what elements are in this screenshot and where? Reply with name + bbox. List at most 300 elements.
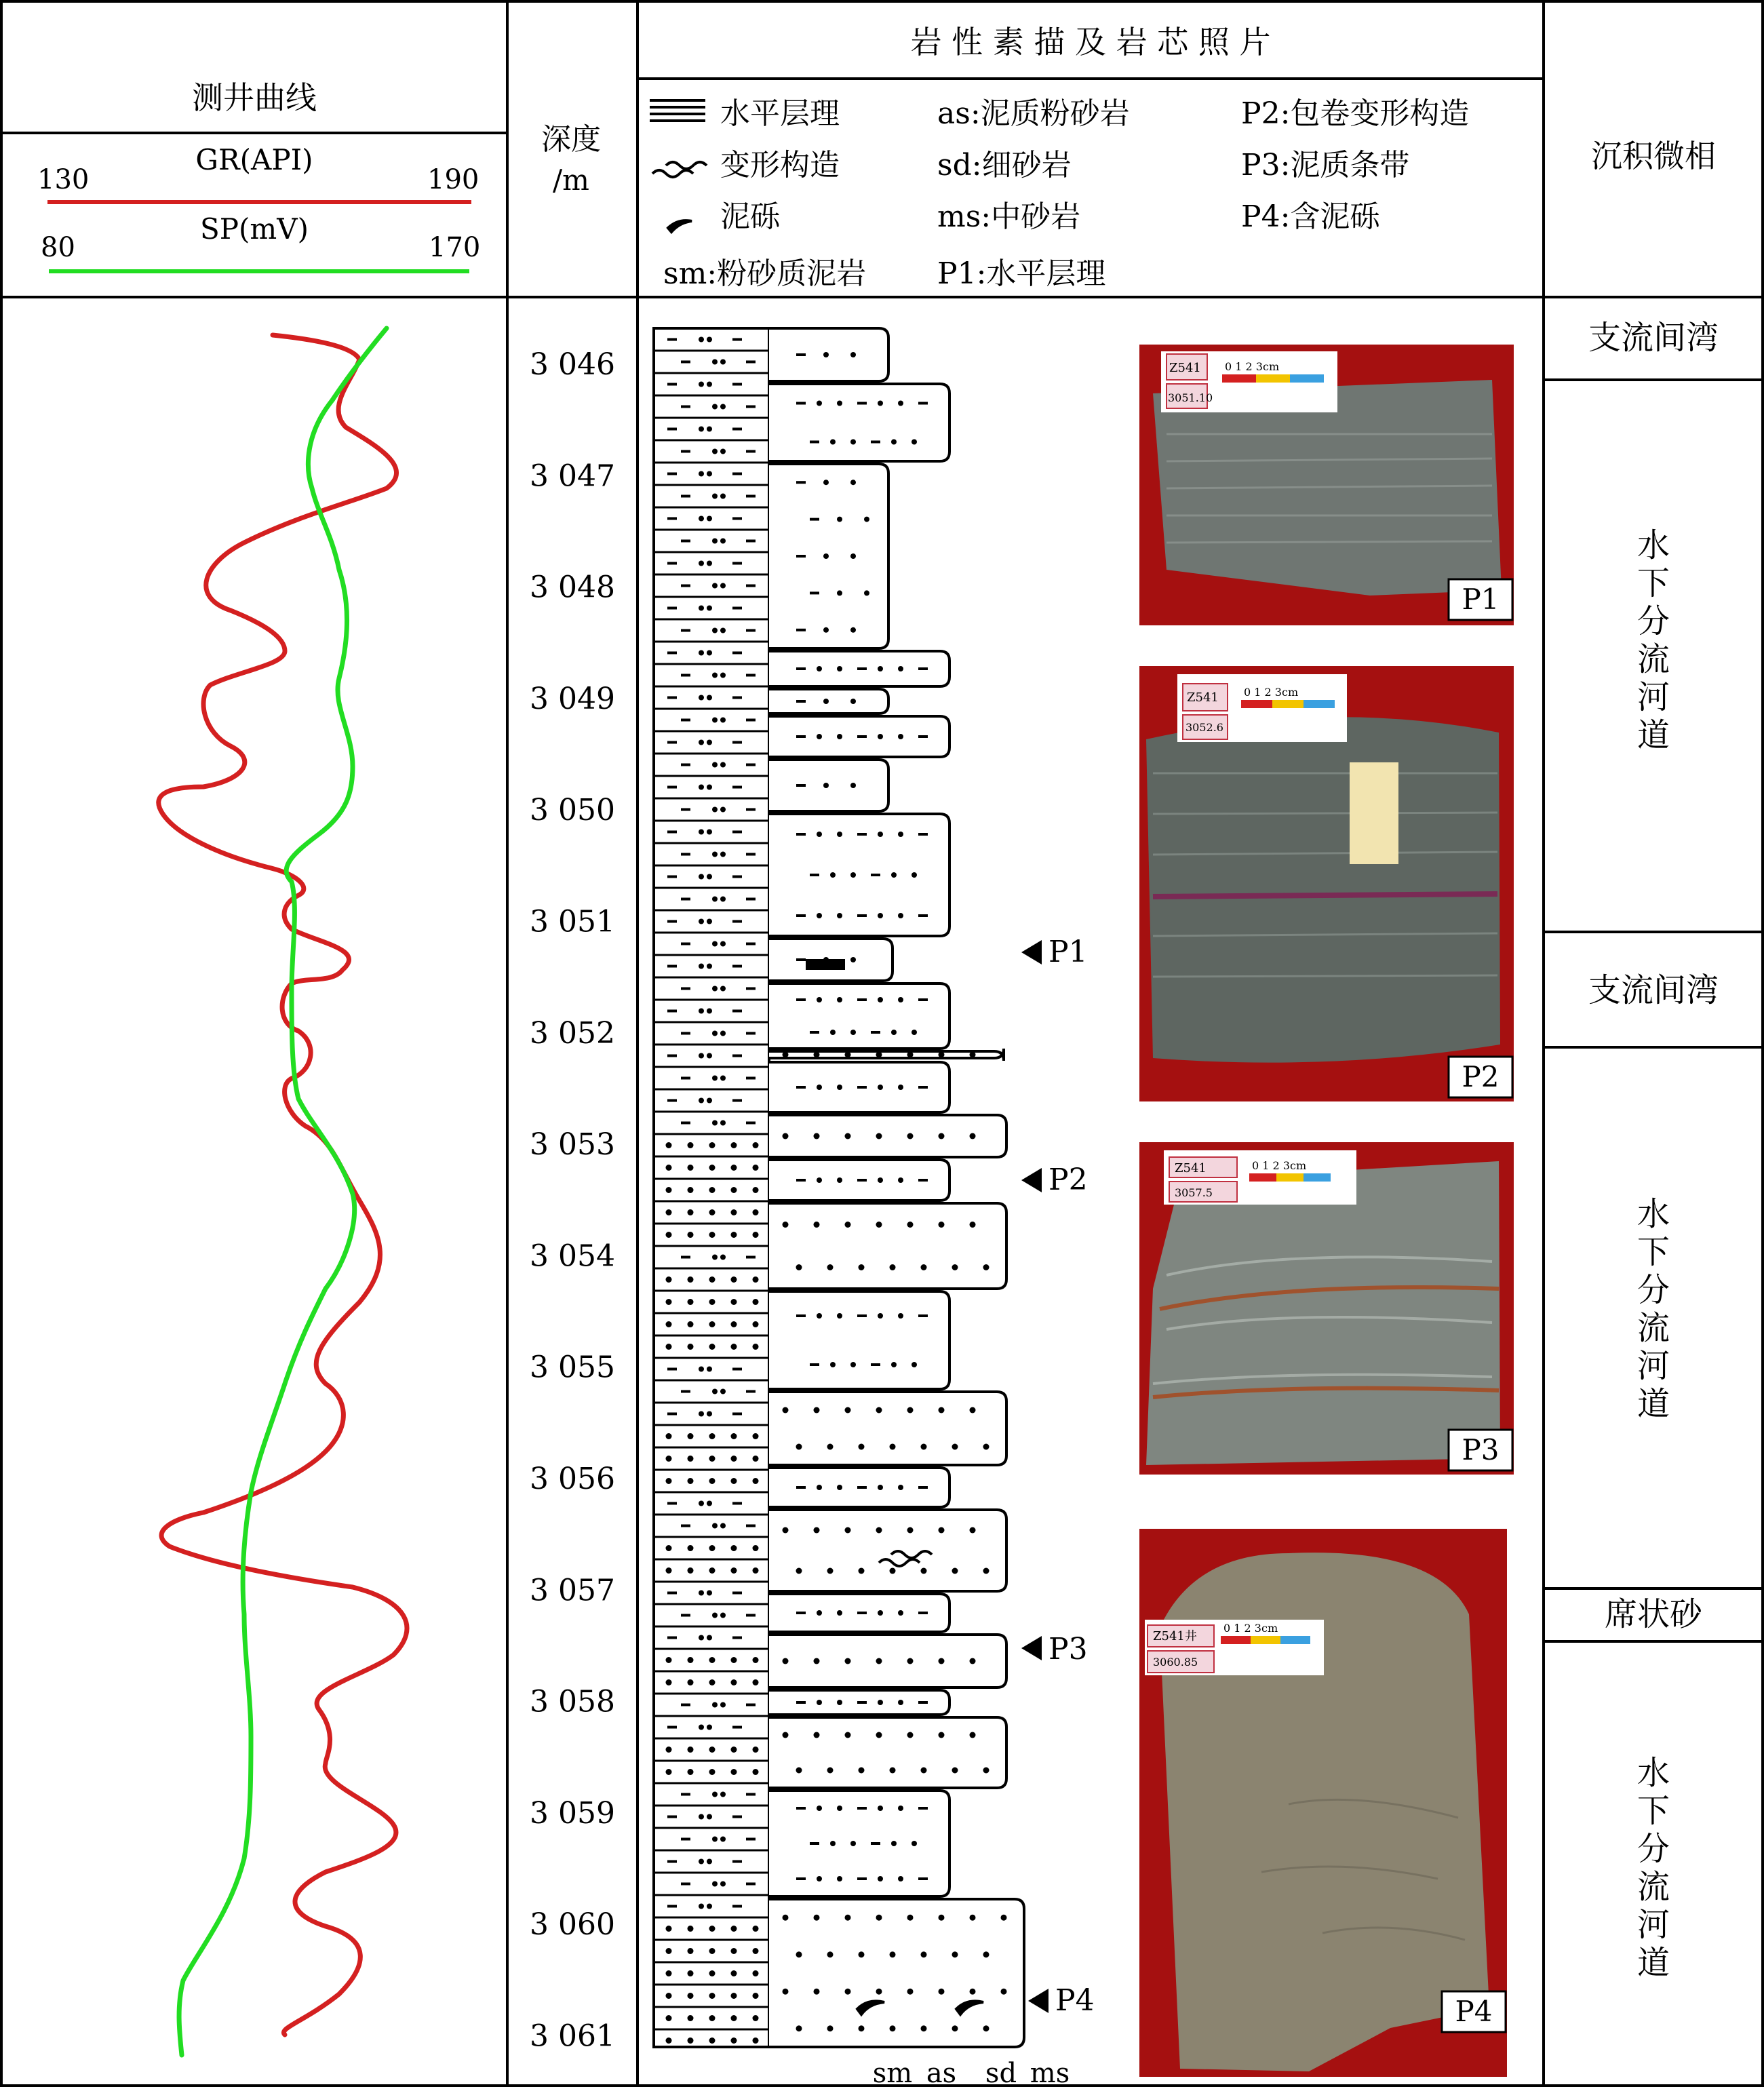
sand-dot: [731, 1276, 737, 1283]
sand-dot: [827, 1568, 834, 1574]
marker-p1-label: P1: [1048, 935, 1088, 969]
sand-dot: [753, 2015, 759, 2021]
sand-dot: [796, 1568, 802, 1574]
sand-dot: [907, 1222, 914, 1228]
silt-dot: [699, 874, 704, 880]
sand-dot: [753, 2037, 759, 2044]
sand-dot: [688, 1545, 694, 1551]
facies-4: 席状砂: [1604, 1595, 1703, 1633]
marker-p2-arrow-icon: [1021, 1168, 1042, 1192]
silt-dot: [830, 1362, 836, 1367]
sand-dot: [827, 1444, 834, 1450]
silt-dot: [707, 1098, 712, 1104]
sp-min: 80: [41, 232, 75, 263]
marker-p2-label: P2: [1048, 1163, 1088, 1197]
silt-dot: [712, 1389, 718, 1394]
lithology-legend: [650, 96, 1469, 291]
bed-box: [769, 1899, 1024, 2047]
marker-p3: [1021, 1632, 1088, 1666]
p1-tag-top: Z541: [1169, 361, 1201, 375]
sand-dot: [952, 1444, 958, 1450]
silt-dot: [720, 852, 726, 857]
silt-dot: [707, 695, 712, 701]
sand-dot: [876, 1915, 882, 1921]
silt-dot: [712, 1031, 718, 1036]
sand-dot: [709, 1209, 716, 1215]
bed-box: [769, 1392, 1006, 1465]
curve-legend: [37, 143, 480, 271]
sand-dot: [970, 1658, 976, 1664]
sand-dot: [859, 2025, 865, 2031]
silt-dot: [720, 1837, 726, 1842]
sand-dot: [709, 1970, 716, 1976]
sand-dot: [783, 1915, 789, 1921]
sand-dot: [921, 1264, 927, 1270]
silt-dot: [823, 352, 829, 357]
sand-dot: [814, 1527, 820, 1534]
sand-dot: [688, 1433, 694, 1439]
depth-scale: [530, 347, 615, 2054]
sand-dot: [666, 1948, 672, 1954]
depth-tick: 3 054: [530, 1238, 615, 1274]
sand-dot: [688, 1142, 694, 1148]
core-photo-p3: [1139, 1142, 1514, 1475]
photo-markers: [1021, 935, 1095, 2018]
silt-dot: [707, 1411, 712, 1417]
sand-dot: [688, 1232, 694, 1238]
sand-dot: [666, 1187, 672, 1193]
sand-dot: [859, 1951, 865, 1957]
silt-dot: [707, 516, 712, 522]
silt-dot: [712, 404, 718, 410]
sand-dot: [970, 1732, 976, 1738]
photo-label-p3: P3: [1462, 1433, 1500, 1466]
sand-dot: [814, 1222, 820, 1228]
gr-min: 130: [37, 164, 90, 195]
silt-dot: [720, 494, 726, 499]
silt-dot: [817, 1610, 822, 1616]
sand-dot: [731, 1769, 737, 1775]
sand-dot: [753, 1344, 759, 1350]
gr-curve: [159, 335, 407, 2035]
sand-dot: [845, 1407, 851, 1413]
sand-dot: [890, 1951, 896, 1957]
silt-dot: [699, 1053, 704, 1059]
depth-tick: 3 047: [530, 459, 615, 494]
mud-gravel-icon: [668, 220, 692, 232]
silt-dot: [850, 1030, 856, 1035]
sand-dot: [753, 1567, 759, 1574]
p3-tag-bottom: 3057.5: [1175, 1186, 1213, 1199]
sand-dot: [827, 1951, 834, 1957]
silt-dot: [720, 762, 726, 768]
silt-dot: [712, 762, 718, 768]
sand-dot: [688, 1478, 694, 1484]
sand-dot: [845, 1989, 851, 1995]
p2-tag-top: Z541: [1187, 690, 1219, 705]
sand-dot: [876, 1407, 882, 1413]
bed-box: [769, 814, 949, 936]
facies-5: 水下分流河道: [1636, 1754, 1670, 1982]
p4-tag-top: Z541井: [1153, 1629, 1197, 1643]
sand-dot: [845, 1133, 851, 1139]
sand-dot: [859, 1264, 865, 1270]
silt-dot: [837, 1485, 842, 1490]
sand-dot: [939, 1989, 945, 1995]
sand-dot: [907, 1658, 914, 1664]
sand-dot: [688, 1567, 694, 1574]
sand-dot: [796, 1444, 802, 1450]
sand-dot: [688, 1187, 694, 1193]
legend-sd: sd:细砂岩: [937, 148, 1072, 182]
sand-dot: [814, 1732, 820, 1738]
bed-box: [769, 384, 949, 461]
sand-dot: [688, 1165, 694, 1171]
sand-dot: [666, 1344, 672, 1350]
sand-dot: [709, 1165, 716, 1171]
sand-dot: [939, 1527, 945, 1534]
silt-dot: [878, 1806, 883, 1811]
silt-dot: [878, 997, 883, 1002]
silt-dot: [850, 1362, 856, 1367]
silt-dot: [720, 1792, 726, 1797]
sand-dot: [731, 1993, 737, 1999]
p3-scale-text: 0 1 2 3cm: [1252, 1159, 1307, 1172]
sand-dot: [796, 1264, 802, 1270]
photo-label-p4: P4: [1455, 1995, 1493, 2028]
silt-dot: [707, 830, 712, 835]
silt-dot: [898, 832, 903, 837]
sand-dot: [731, 1299, 737, 1305]
sand-dot: [753, 1299, 759, 1305]
sand-dot: [731, 1926, 737, 1932]
sand-dot: [666, 1478, 672, 1484]
depth-tick: 3 055: [530, 1350, 615, 1385]
sand-dot: [983, 1444, 989, 1450]
silt-dot: [837, 1085, 842, 1090]
sand-dot: [731, 1657, 737, 1663]
silt-dot: [817, 1876, 822, 1881]
silt-dot: [720, 628, 726, 633]
bed-box: [769, 1291, 949, 1389]
sand-dot: [688, 1926, 694, 1932]
silt-dot: [878, 1876, 883, 1881]
silt-dot: [837, 1313, 842, 1319]
silt-dot: [712, 1881, 718, 1887]
depth-tick: 3 046: [530, 347, 615, 382]
sand-dot: [796, 1768, 802, 1774]
silt-dot: [817, 1177, 822, 1183]
sand-dot: [709, 1276, 716, 1283]
sand-dot: [753, 1276, 759, 1283]
silt-dot: [720, 1881, 726, 1887]
marker-p1: [1021, 935, 1088, 969]
silt-dot: [720, 718, 726, 723]
marker-p3-label: P3: [1048, 1632, 1088, 1666]
marker-p4-label: P4: [1055, 1983, 1095, 2018]
silt-dot: [707, 650, 712, 656]
silt-dot: [837, 666, 842, 671]
p2-tag-bottom: 3052.6: [1185, 721, 1223, 734]
sand-dot: [845, 1915, 851, 1921]
sand-dot: [688, 1970, 694, 1976]
silt-dot: [699, 1814, 704, 1820]
silt-dot: [837, 1177, 842, 1183]
silt-dot: [823, 699, 829, 704]
sand-dot: [688, 1769, 694, 1775]
silt-dot: [712, 941, 718, 947]
bed-box: [769, 1510, 1006, 1591]
silt-dot: [898, 734, 903, 739]
sand-dot: [688, 1344, 694, 1350]
silt-dot: [817, 913, 822, 918]
sand-dot: [731, 1948, 737, 1954]
sand-dot: [952, 1568, 958, 1574]
sand-dot: [845, 1527, 851, 1534]
sand-dot: [890, 1568, 896, 1574]
silt-dot: [837, 997, 842, 1002]
sand-dot: [952, 2025, 958, 2031]
sand-dot: [731, 2037, 737, 2044]
sand-dot: [921, 1444, 927, 1450]
marker-p4: [1028, 1983, 1095, 2018]
sand-dot: [666, 1433, 672, 1439]
silt-dot: [699, 1411, 704, 1417]
p1-tag-bottom: 3051.10: [1168, 391, 1213, 404]
silt-dot: [707, 964, 712, 969]
silt-dot: [850, 553, 856, 559]
bed-box: [769, 1203, 1006, 1289]
legend-as: as:泥质粉砂岩: [937, 96, 1130, 131]
sand-dot: [939, 1133, 945, 1139]
sand-dot: [876, 1052, 882, 1058]
sand-dot: [666, 1142, 672, 1148]
bed-box: [769, 1791, 949, 1896]
silt-dot: [898, 1700, 903, 1705]
sand-dot: [709, 1433, 716, 1439]
sand-dot: [921, 2025, 927, 2031]
silt-dot: [878, 666, 883, 671]
depth-tick: 3 051: [530, 904, 615, 939]
silt-dot: [707, 337, 712, 343]
silt-dot: [699, 1501, 704, 1506]
sand-dot: [1001, 1989, 1007, 1995]
sand-dot: [939, 1658, 945, 1664]
sand-dot: [827, 2025, 834, 2031]
silt-dot: [712, 1255, 718, 1260]
core-photo-p2: [1139, 666, 1514, 1101]
silt-dot: [898, 913, 903, 918]
silt-dot: [898, 666, 903, 671]
sand-dot: [666, 1209, 672, 1215]
log-curves-title: 测井曲线: [192, 79, 317, 116]
silt-dot: [712, 897, 718, 902]
grain-sd: sd: [985, 2058, 1017, 2087]
silt-dot: [712, 494, 718, 499]
silt-dot: [699, 785, 704, 790]
silt-dot: [712, 449, 718, 454]
silt-dot: [720, 359, 726, 365]
p2-scale-text: 0 1 2 3cm: [1244, 686, 1299, 699]
silt-dot: [707, 919, 712, 924]
sand-dot: [939, 1732, 945, 1738]
facies-2: 支流间湾: [1588, 971, 1719, 1009]
sand-dot: [666, 1970, 672, 1976]
silt-dot: [878, 401, 883, 406]
sand-dot: [731, 1747, 737, 1753]
silt-dot: [699, 382, 704, 387]
sand-dot: [939, 1915, 945, 1921]
silt-dot: [707, 1009, 712, 1014]
silt-dot: [707, 561, 712, 566]
sand-dot: [688, 2037, 694, 2044]
facies-1: 水下分流河道: [1636, 526, 1670, 754]
silt-dot: [720, 1523, 726, 1529]
bed-box: [769, 983, 949, 1049]
silt-dot: [707, 1367, 712, 1372]
sand-dot: [688, 1299, 694, 1305]
sand-dot: [907, 1527, 914, 1534]
silt-dot: [699, 1367, 704, 1372]
silt-dot: [720, 539, 726, 544]
silt-dot: [817, 1485, 822, 1490]
legend-p3: P3:泥质条带: [1241, 148, 1410, 182]
sand-dot: [709, 1679, 716, 1685]
sand-dot: [939, 1407, 945, 1413]
silt-dot: [720, 807, 726, 813]
silt-dot: [707, 874, 712, 880]
sand-dot: [666, 1679, 672, 1685]
silt-dot: [878, 1313, 883, 1319]
silt-dot: [817, 734, 822, 739]
silt-dot: [817, 1313, 822, 1319]
sand-dot: [814, 1133, 820, 1139]
silt-dot: [850, 440, 856, 445]
sand-dot: [731, 2015, 737, 2021]
grain-ms: ms: [1030, 2058, 1070, 2087]
silt-dot: [864, 590, 869, 596]
sand-dot: [709, 1993, 716, 1999]
silt-dot: [699, 1635, 704, 1641]
sand-dot: [983, 2025, 989, 2031]
sand-dot: [970, 1222, 976, 1228]
sand-dot: [939, 1052, 945, 1058]
marker-p2: [1021, 1163, 1088, 1197]
silt-dot: [891, 1030, 897, 1035]
legend-p4: P4:含泥砾: [1241, 199, 1380, 234]
sand-dot: [666, 2015, 672, 2021]
photo-label-p1: P1: [1462, 583, 1500, 616]
bed-box: [769, 1049, 1004, 1061]
silt-dot: [712, 1837, 718, 1842]
sand-dot: [783, 1989, 789, 1995]
silt-dot: [699, 1098, 704, 1104]
sand-dot: [876, 1658, 882, 1664]
silt-dot: [878, 734, 883, 739]
sand-dot: [921, 1768, 927, 1774]
sand-dot: [876, 1989, 882, 1995]
sand-dot: [939, 1222, 945, 1228]
sand-dot: [688, 1993, 694, 1999]
silt-dot: [707, 1904, 712, 1909]
sand-dot: [753, 1926, 759, 1932]
silt-dot: [699, 471, 704, 477]
silt-dot: [817, 997, 822, 1002]
sand-dot: [952, 1264, 958, 1270]
sand-dot: [753, 1679, 759, 1685]
silt-dot: [707, 1814, 712, 1820]
sand-dot: [845, 1222, 851, 1228]
sand-dot: [666, 1657, 672, 1663]
lithology-left-rows: [654, 328, 769, 2047]
sand-dot: [688, 1679, 694, 1685]
silt-dot: [720, 1076, 726, 1081]
legend-ms: ms:中砂岩: [937, 199, 1081, 234]
silt-dot: [712, 1523, 718, 1529]
silt-dot: [878, 1610, 883, 1616]
sand-dot: [709, 1344, 716, 1350]
sand-dot: [753, 1478, 759, 1484]
legend-sm: sm:粉砂质泥岩: [663, 256, 867, 291]
sand-dot: [731, 1970, 737, 1976]
silt-dot: [837, 913, 842, 918]
sand-dot: [709, 1948, 716, 1954]
sand-dot: [753, 1456, 759, 1462]
silt-dot: [707, 1725, 712, 1730]
silt-dot: [720, 986, 726, 992]
silt-dot: [898, 1177, 903, 1183]
silt-dot: [712, 1702, 718, 1708]
sand-dot: [753, 1187, 759, 1193]
sand-dot: [814, 1658, 820, 1664]
silt-dot: [699, 830, 704, 835]
sand-dot: [731, 1433, 737, 1439]
legend-mud-gravel: 泥砾: [720, 199, 780, 234]
sand-dot: [783, 1407, 789, 1413]
silt-dot: [912, 1030, 917, 1035]
sand-dot: [783, 1658, 789, 1664]
sand-dot: [753, 1232, 759, 1238]
sand-dot: [709, 1657, 716, 1663]
silt-dot: [699, 964, 704, 969]
silt-dot: [720, 1031, 726, 1036]
photo-label-p2: P2: [1462, 1060, 1500, 1093]
sand-dot: [709, 1926, 716, 1932]
sand-dot: [731, 1232, 737, 1238]
silt-dot: [817, 1806, 822, 1811]
sand-dot: [731, 1679, 737, 1685]
silt-dot: [837, 590, 842, 596]
silt-dot: [699, 1591, 704, 1596]
silt-dot: [891, 1362, 897, 1367]
sand-dot: [666, 2037, 672, 2044]
silt-dot: [898, 1085, 903, 1090]
silt-dot: [898, 1485, 903, 1490]
silt-dot: [720, 941, 726, 947]
sand-dot: [688, 1657, 694, 1663]
silt-dot: [830, 1030, 836, 1035]
sand-dot: [688, 1209, 694, 1215]
silt-dot: [712, 718, 718, 723]
silt-dot: [720, 897, 726, 902]
p4-scale-text: 0 1 2 3cm: [1223, 1622, 1278, 1635]
silt-dot: [830, 440, 836, 445]
sand-dot: [814, 1407, 820, 1413]
sand-dot: [709, 2037, 716, 2044]
sand-dot: [753, 1948, 759, 1954]
silt-dot: [878, 1485, 883, 1490]
sand-dot: [709, 1142, 716, 1148]
